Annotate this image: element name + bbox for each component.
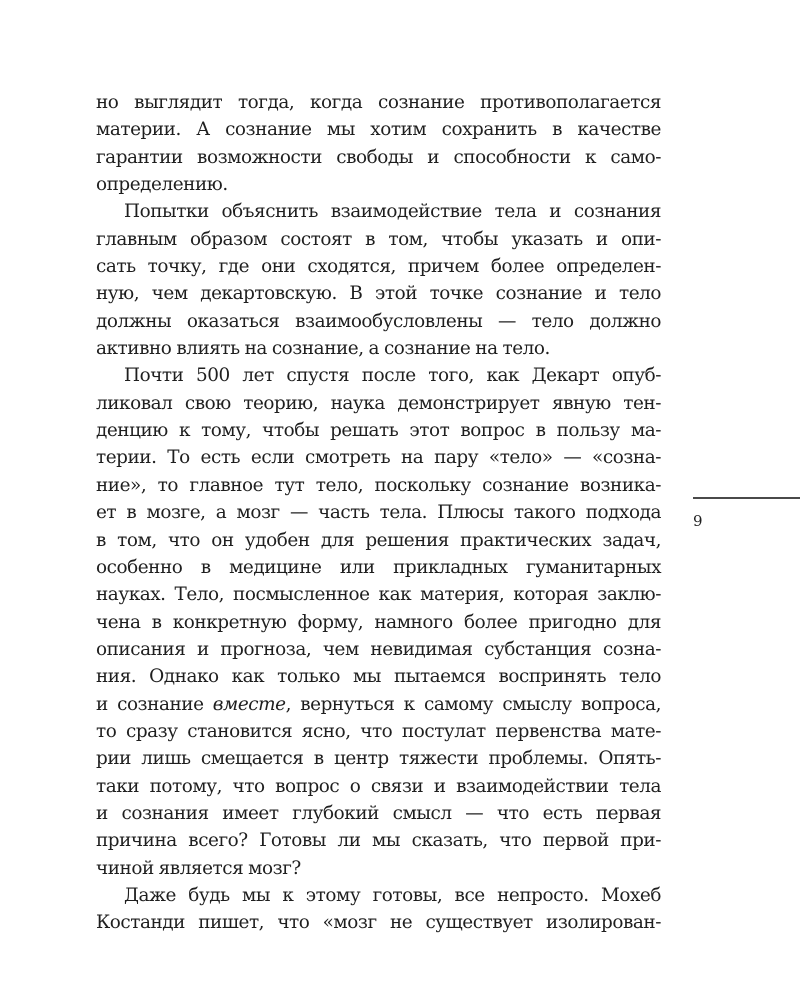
text-line: терии. То есть если смотреть на пару «тело» — «созна- — [96, 447, 661, 469]
text-line: причина всего? Готовы ли мы сказать, что первой при- — [96, 830, 661, 852]
text-line: ния. Однако как только мы пытаемся воспринять тело — [96, 666, 661, 688]
text-line: но выглядит тогда, когда сознание противополагается — [96, 92, 661, 113]
text-line: то сразу становится ясно, что постулат первенства мате- — [96, 720, 661, 742]
body-text — [96, 89, 661, 937]
text-line: ет в мозге, а мозг — часть тела. Плюсы такого подхода — [96, 502, 661, 524]
text-line: активно влиять на сознание, а сознание на тело. — [96, 338, 550, 360]
text-line: ную, чем декартовскую. В этой точке сознание и тело — [96, 283, 661, 305]
text-line: и сознание вместе, вернуться к самому смыслу вопроса, — [96, 693, 661, 715]
text-line: науках. Тело, посмысленное как материя, которая заклю- — [96, 584, 661, 606]
text-line: ние», то главное тут тело, поскольку сознание возника- — [96, 474, 661, 496]
text-line: определению. — [96, 174, 228, 196]
text-line: гарантии возможности свободы и способности к само- — [96, 146, 661, 168]
text-line: денцию к тому, чтобы решать этот вопрос в пользу ма- — [96, 420, 661, 442]
text-line: сать точку, где они сходятся, причем более определен- — [96, 256, 661, 278]
page-number-rule — [693, 497, 800, 499]
text-line: рии лишь смещается в центр тяжести проблемы. Опять- — [96, 748, 661, 770]
text-line: Попытки объяснить взаимодействие тела и сознания — [124, 201, 661, 223]
text-line: Почти 500 лет спустя после того, как Декарт опуб- — [124, 365, 661, 387]
text-line: особенно в медицине или прикладных гуманитарных — [96, 556, 661, 578]
emphasis-word: вместе — [212, 693, 286, 715]
text-line: в том, что он удобен для решения практических задач, — [96, 529, 661, 551]
text-line: ликовал свою теорию, наука демонстрирует явную тен- — [96, 392, 661, 414]
text-line: чиной является мозг? — [96, 857, 301, 879]
text-line: и сознания имеет глубокий смысл — что есть первая — [96, 802, 661, 824]
text-line: Костанди пишет, что «мозг не существует изолирован- — [96, 912, 661, 934]
text-line: главным образом состоят в том, чтобы указать и опи- — [96, 228, 661, 250]
text-line: описания и прогноза, чем невидимая субстанция созна- — [96, 638, 661, 660]
text-line: таки потому, что вопрос о связи и взаимодействии тела — [96, 775, 661, 797]
text-line: должны оказаться взаимообусловлены — тело должно — [96, 310, 661, 332]
text-line: материи. А сознание мы хотим сохранить в качестве — [96, 119, 661, 141]
text-line: Даже будь мы к этому готовы, все непросто. Мохеб — [124, 884, 661, 906]
page-number: 9 — [693, 512, 703, 530]
text-line: чена в конкретную форму, намного более пригодно для — [96, 611, 661, 633]
